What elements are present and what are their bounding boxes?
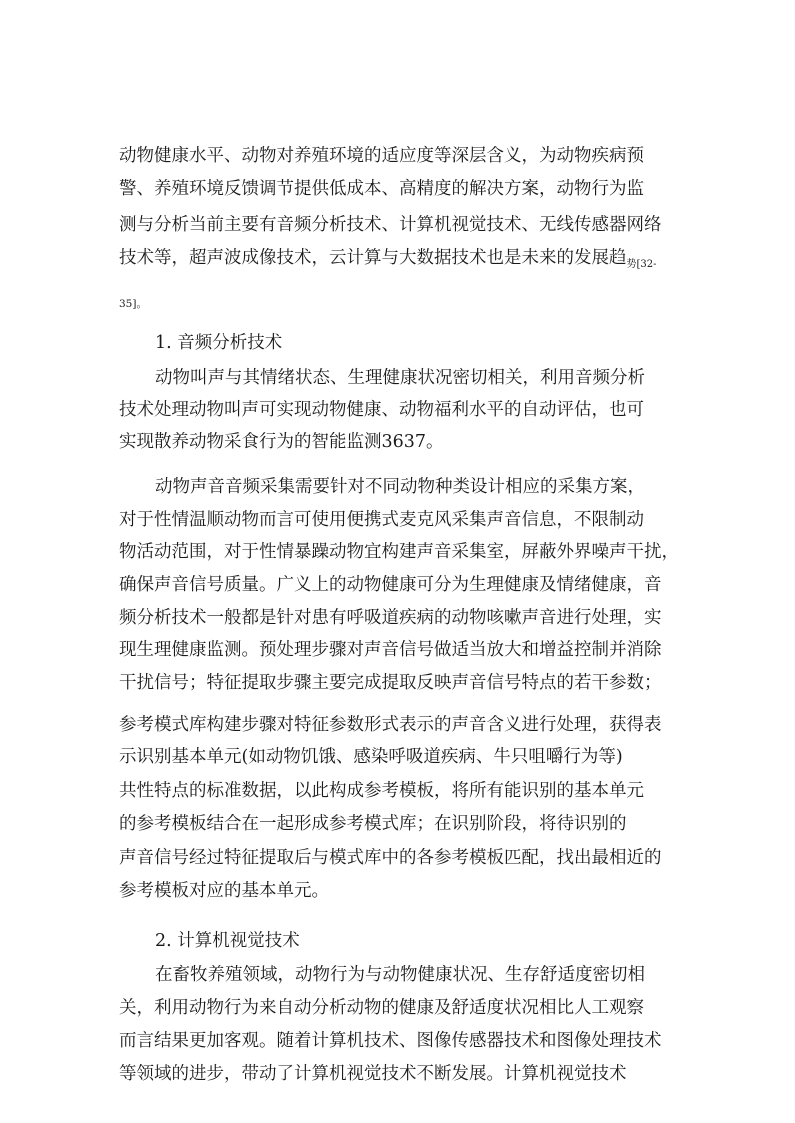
line-text: 技术等，超声波成像技术，云计算与大数据技术也是未来的发展趋 xyxy=(119,248,627,268)
paragraph-line: 的参考模板结合在一起形成参考模式库；在识别阶段，将待识别的 xyxy=(119,814,627,834)
paragraph-line xyxy=(119,246,675,277)
paragraph-line: 技术处理动物叫声可实现动物健康、动物福利水平的自动评估，也可 xyxy=(119,400,644,420)
paragraph-line: 动物叫声与其情绪状态、生理健康状况密切相关，利用音频分析 xyxy=(155,368,645,388)
paragraph-line: 动物声音音频采集需要针对不同动物种类设计相应的采集方案， xyxy=(155,477,645,497)
paragraph-line: 警、养殖环境反馈调节提供低成本、高精度的解决方案，动物行为监 xyxy=(119,179,644,199)
citation-continuation: 35]。 xyxy=(119,298,147,310)
paragraph-line: 实现散养动物采食行为的智能监测3637。 xyxy=(119,432,444,452)
paragraph-line: 而言结果更加客观。随着计算机技术、图像传感器技术和图像处理技术 xyxy=(119,1031,662,1051)
paragraph-line: 干扰信号；特征提取步骤主要完成提取反映声音信号特点的若干参数； xyxy=(119,673,662,693)
paragraph-line: 等领域的进步，带动了计算机视觉技术不断发展。计算机视觉技术 xyxy=(119,1064,627,1084)
paragraph-line: 对于性情温顺动物而言可使用便携式麦克风采集声音信息，不限制动 xyxy=(119,510,644,530)
paragraph-line: 测与分析当前主要有音频分析技术、计算机视觉技术、无线传感器网络 xyxy=(119,215,662,235)
paragraph-line: 关，利用动物行为来自动分析动物的健康及舒适度状况相比人工观察 xyxy=(119,998,644,1018)
paragraph-line: 动物健康水平、动物对养殖环境的适应度等深层含义，为动物疾病预 xyxy=(119,146,644,166)
citation-superscript: 势[32- xyxy=(626,259,657,270)
paragraph-line: 参考模板对应的基本单元。 xyxy=(119,881,329,901)
paragraph-line: 物活动范围，对于性情暴躁动物宜构建声音采集室，屏蔽外界噪声干扰， xyxy=(119,542,679,562)
paragraph-line: 参考模式库构建步骤对特征参数形式表示的声音含义进行处理，获得表 xyxy=(119,715,662,735)
paragraph-line: 频分析技术一般都是针对患有呼吸道疾病的动物咳嗽声音进行处理，实 xyxy=(119,608,662,628)
paragraph-line: 示识别基本单元(如动物饥饿、感染呼吸道疾病、牛只咀嚼行为等) xyxy=(119,747,623,767)
section-heading-audio: 1. 音频分析技术 xyxy=(155,333,283,353)
paragraph-line: 共性特点的标准数据，以此构成参考模板，将所有能识别的基本单元 xyxy=(119,781,644,801)
section-heading-vision: 2. 计算机视觉技术 xyxy=(155,931,300,951)
paragraph-line: 声音信号经过特征提取后与模式库中的各参考模板匹配，找出最相近的 xyxy=(119,848,662,868)
paragraph-line: 在畜牧养殖领域，动物行为与动物健康状况、生存舒适度密切相 xyxy=(155,965,645,985)
paragraph-line: 现生理健康监测。预处理步骤对声音信号做适当放大和增益控制并消除 xyxy=(119,640,662,660)
paragraph-line: 确保声音信号质量。广义上的动物健康可分为生理健康及情绪健康，音 xyxy=(119,575,662,595)
